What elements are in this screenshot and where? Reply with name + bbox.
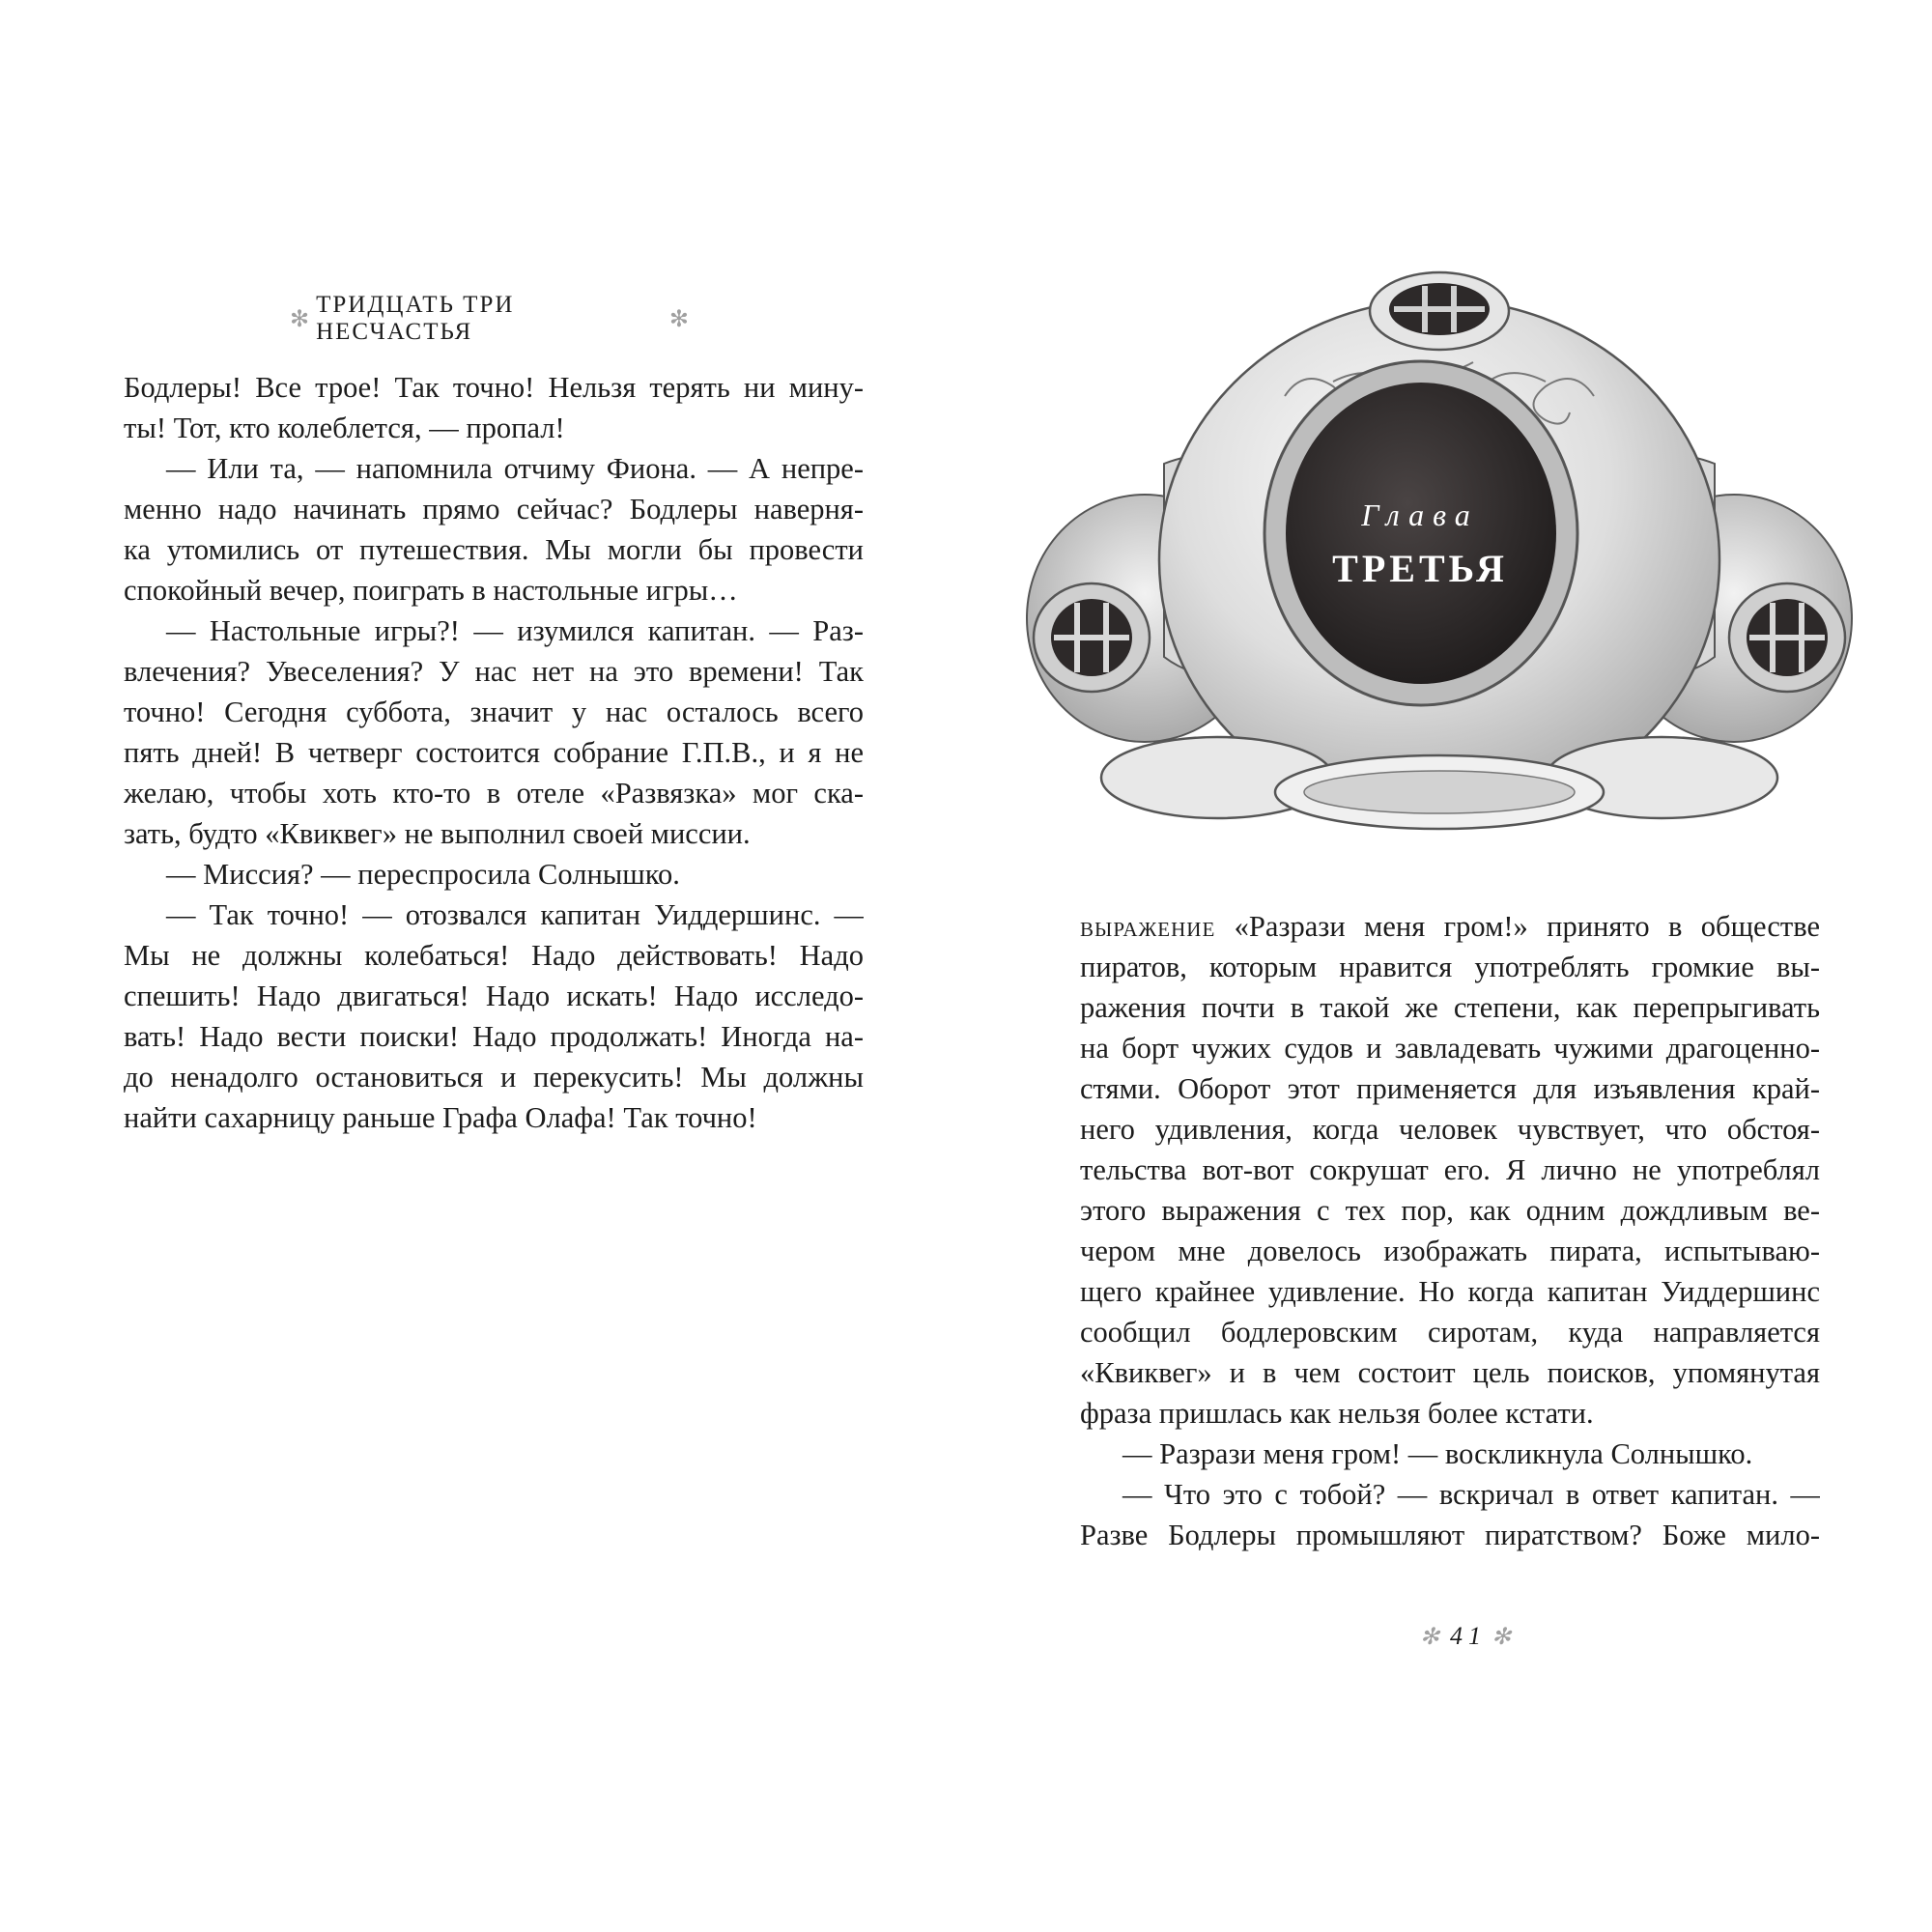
chapter-first-line-rest: «Разрази меня гром!» принято в обществе (1215, 910, 1820, 943)
text-line: фраза пришлась как нельзя более кстати. (1080, 1397, 1594, 1430)
text-line: — Или та, — напомнила отчиму Фиона. — А непре- (166, 452, 864, 485)
text-line (1080, 906, 1820, 947)
page-number-value: 41 (1450, 1622, 1487, 1650)
page-number (1406, 1617, 1531, 1656)
text-line: ты! Тот, кто колеблется, — пропал! (124, 412, 565, 444)
text-line: этого выражения с тех пор, как одним дождливым ве- (1080, 1194, 1820, 1227)
text-line: вать! Надо вести поиски! Надо продолжать! Иногда на- (124, 1020, 864, 1053)
text-line: — Что это с тобой? — вскричал в ответ капитан. — (1122, 1478, 1820, 1511)
text-line: желаю, чтобы хоть кто-то в отеле «Развязка» мог ска- (124, 777, 864, 810)
running-head (285, 292, 696, 345)
text-line: пять дней! В четверг состоится собрание Г.П.В., и я не (124, 736, 864, 769)
chapter-first-word: выражение (1080, 910, 1216, 943)
text-line: щего крайнее удивление. Но когда капитан Уиддершинс (1080, 1275, 1820, 1308)
text-line: — Настольные игры?! — изумился капитан. — Раз- (166, 614, 864, 647)
text-line: — Разрази меня гром! — воскликнула Солнышко. (1122, 1437, 1753, 1470)
text-line: спешить! Надо двигаться! Надо искать! Надо исследо- (124, 980, 864, 1012)
text-line: ражения почти в такой же степени, как перепрыгивать (1080, 991, 1820, 1024)
text-line: «Квиквег» и в чем состоит цель поисков, упомянутая (1080, 1356, 1820, 1389)
chapter-number: ТРЕТЬЯ (1332, 547, 1508, 590)
asterisk-ornament-icon: ✻ (290, 306, 312, 332)
text-line: пиратов, которым нравится употреблять громкие вы- (1080, 951, 1820, 983)
text-line: точно! Сегодня суббота, значит у нас осталось всего (124, 696, 864, 728)
text-line: на борт чужих судов и завладевать чужими драгоценно- (1080, 1032, 1820, 1065)
text-line: сообщил бодлеровским сиротам, куда направляется (1080, 1316, 1820, 1349)
text-line: чером мне довелось изображать пирата, испытываю- (1080, 1235, 1820, 1267)
text-line: него удивления, когда человек чувствует, что обстоя- (1080, 1113, 1820, 1146)
left-page-body (124, 367, 864, 1138)
chapter-heading (1294, 497, 1546, 591)
text-line: влечения? Увеселения? У нас нет на это времени! Так (124, 655, 864, 688)
chapter-word: Глава (1361, 497, 1479, 532)
text-line: менно надо начинать прямо сейчас? Бодлеры наверня- (124, 493, 864, 526)
text-line: до ненадолго остановиться и перекусить! Мы должны (124, 1061, 864, 1094)
asterisk-ornament-icon: ✻ (1419, 1624, 1445, 1650)
right-page-body (1080, 906, 1820, 1555)
asterisk-ornament-icon: ✻ (1492, 1624, 1518, 1650)
text-line: Бодлеры! Все трое! Так точно! Нельзя терять ни мину- (124, 371, 864, 404)
text-line: найти сахарницу раньше Графа Олафа! Так точно! (124, 1101, 757, 1134)
text-line: спокойный вечер, поиграть в настольные игры… (124, 574, 738, 607)
text-line: ка утомились от путешествия. Мы могли бы провести (124, 533, 864, 566)
text-line: тельства вот-вот сокрушат его. Я лично не употреблял (1080, 1153, 1820, 1186)
text-line: Мы не должны колебаться! Надо действовать! Надо (124, 939, 864, 972)
text-line: Разве Бодлеры промышляют пиратством? Боже мило- (1080, 1519, 1820, 1551)
running-head-title: ТРИДЦАТЬ ТРИ НЕСЧАСТЬЯ (316, 292, 515, 345)
text-line: стями. Оборот этот применяется для изъявления край- (1080, 1072, 1820, 1105)
text-line: зать, будто «Квиквег» не выполнил своей миссии. (124, 817, 751, 850)
text-line: — Миссия? — переспросила Солнышко. (166, 858, 680, 891)
asterisk-ornament-icon: ✻ (668, 306, 691, 332)
text-line: — Так точно! — отозвался капитан Уиддершинс. — (166, 898, 864, 931)
